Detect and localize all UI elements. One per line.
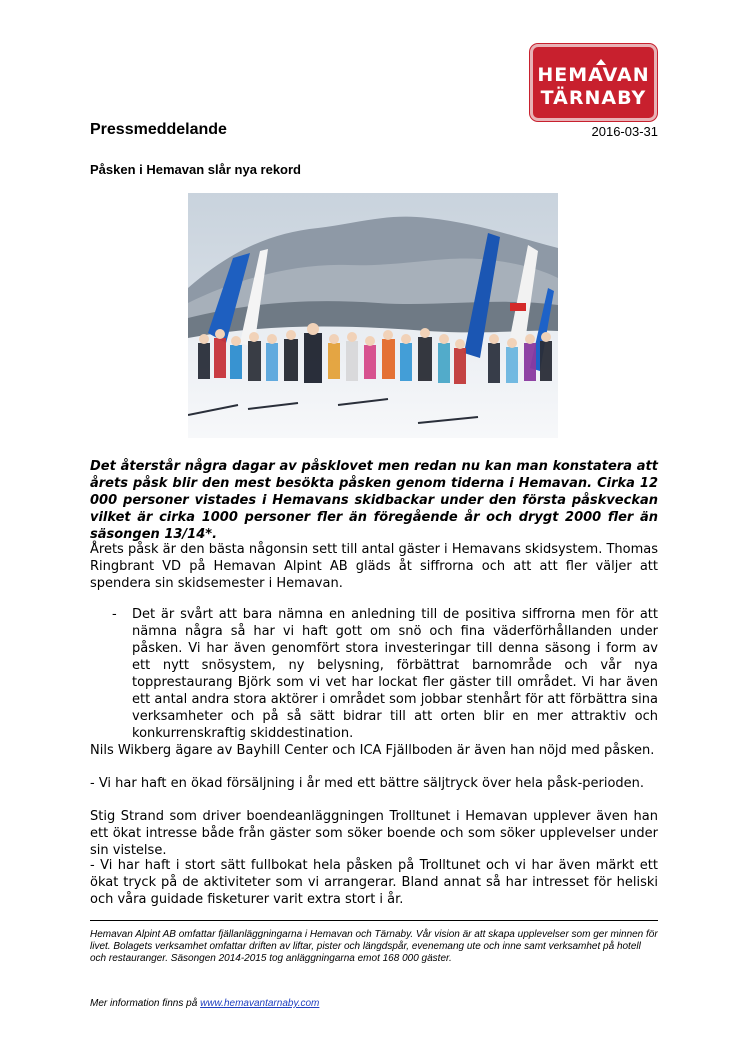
hemavan-tarnaby-logo [530, 44, 657, 121]
website-link[interactable]: www.hemavantarnaby.com [200, 998, 320, 1009]
body-paragraph-1: Årets påsk är den bästa någonsin sett till antal gäster i Hemavans skidsystem. Thomas Ringbrant VD på Hemavan Alpint AB gläds åt siffrorna och att att fler väljer att spendera sin skidsemester i Hemavan. [90, 542, 658, 591]
logo-line-1: HEMAVAN [537, 64, 650, 86]
bullet-dash: - [112, 607, 117, 622]
ski-slope-photo [188, 193, 558, 438]
more-info-label: Mer information finns på [90, 998, 201, 1009]
lead-paragraph: Det återstår några dagar av påsklovet men redan nu kan man konstatera att årets påsk blir den mest besökta påsken genom tiderna i Hemavan. Cirka 12 000 personer vistades i Hemavans skidbackar under den första påskveckan vilket är cirka 1000 personer fler än föregående år och drygt 2000 fler än säsongen 13/14*. [90, 459, 658, 542]
document-date: 2016-03-31 [591, 124, 658, 139]
press-headline: Påsken i Hemavan slår nya rekord [90, 162, 302, 177]
body-paragraph-5: Stig Strand som driver boendeanläggningen Trolltunet i Hemavan upplever även han ett ökat intresse både från gäster som söker boende och som söker upplevelser under sin vistelse. [90, 809, 658, 858]
body-paragraph-3: Nils Wikberg ägare av Bayhill Center och ICA Fjällboden är även han nöjd med påsken. [90, 743, 655, 758]
body-paragraph-6: - Vi har haft i stort sätt fullbokat hela påsken på Trolltunet och vi har även märkt ett ökat tryck på de aktiviteter som vi arrangerar. Bland annat så har intresset för heliski och våra guidade fisketurer varit extra stort i år. [90, 858, 658, 907]
body-paragraph-4: - Vi har haft en ökad försäljning i år med ett bättre säljtryck över hela påsk-perioden. [90, 776, 645, 791]
more-info-line [90, 998, 319, 1009]
document-title: Pressmeddelande [90, 121, 227, 138]
logo-line-2: TÄRNABY [540, 87, 647, 109]
footer-divider [90, 920, 658, 921]
company-description: Hemavan Alpint AB omfattar fjällanläggningarna i Hemavan och Tärnaby. Vår vision är att skapa upplevelser som ger minnen för livet. Bolagets verksamhet omfattar driften av liftar, pister och längdspår, evenemang ute och inne samt verksamhet på hotell och restauranger. Säsongen 2014-2015 tog anläggningarna emot 168 000 gäster. [90, 929, 658, 964]
bullet-text: Det är svårt att bara nämna en anledning till de positiva siffrorna men för att nämna några så har vi haft gott om snö och fina väderförhållanden under påsken. Vi har även genomfört stora investeringar till denna säsong i form av ett nytt snösystem, ny belysning, förbättrat barnområde och vår nya topprestaurang Björk som vi vet har lockat fler gäster till området. Vi har även ett antal andra stora aktörer i området som jobbar stenhårt för att förbättra sina verksamheter och på så sätt bidrar till att orten blir en mer attraktiv och konkurrenskraftig skiddestination. [132, 607, 658, 741]
